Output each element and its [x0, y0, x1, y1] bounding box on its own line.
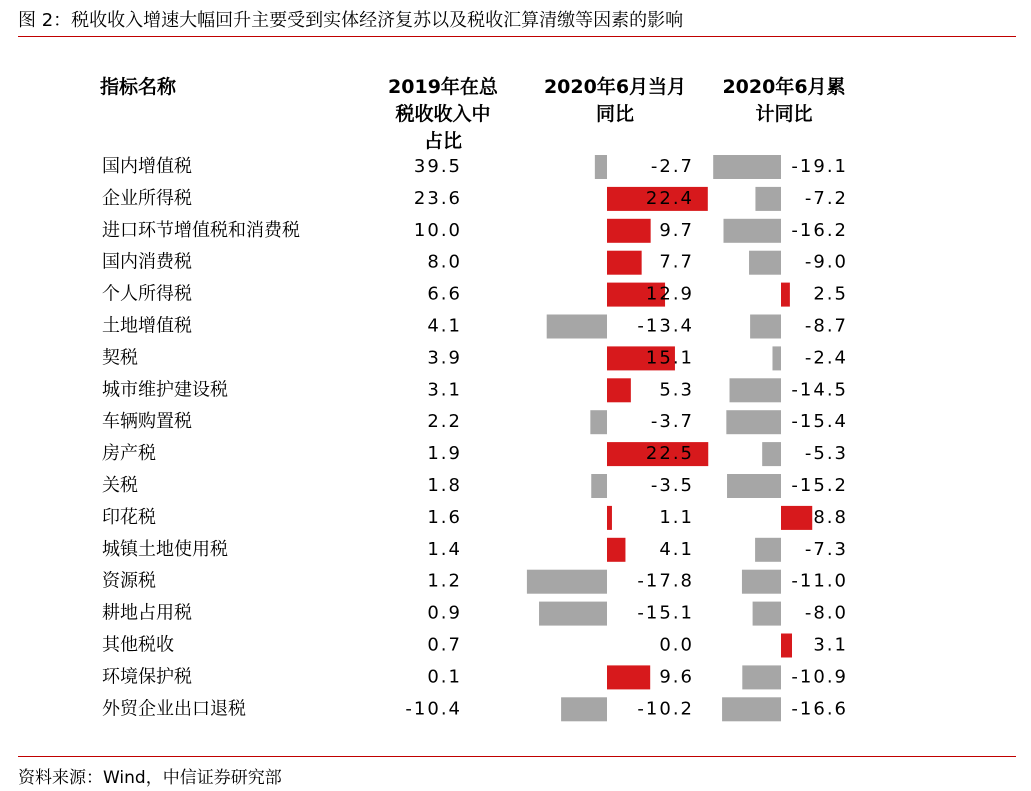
row-share-value: 0.1 [427, 666, 462, 688]
month-bar [607, 665, 650, 689]
cumulative-bar [772, 346, 781, 370]
cumulative-bar [742, 570, 781, 594]
cumulative-bar [723, 219, 781, 243]
month-bar [527, 570, 607, 594]
header-share-line-3: 占比 [423, 130, 462, 152]
month-value-label: 12.9 [645, 283, 694, 305]
row-share-value: 39.5 [413, 156, 462, 177]
row-share-value: 2.2 [427, 411, 462, 433]
month-value-label: -15.1 [637, 602, 694, 624]
month-bar [607, 378, 631, 402]
row-name: 房产税 [102, 443, 156, 465]
header-share-line-1: 2019年在总 [388, 76, 498, 98]
cumulative-bar [727, 474, 781, 498]
month-value-label: -2.7 [650, 156, 694, 177]
month-value-label: 4.1 [659, 538, 694, 560]
row-share-value: 4.1 [427, 315, 462, 337]
row-name: 企业所得税 [102, 187, 192, 209]
month-value-label: -3.7 [650, 411, 694, 433]
cumulative-bar [755, 538, 781, 562]
month-bar [591, 474, 607, 498]
row-name: 关税 [102, 475, 138, 496]
cumulative-value-label: 3.1 [813, 634, 848, 656]
header-cumulative-line-1: 2020年6月累 [722, 76, 846, 98]
row-name: 国内增值税 [102, 156, 192, 177]
cumulative-bar [742, 665, 781, 689]
figure-title: 图 2：税收收入增速大幅回升主要受到实体经济复苏以及税收汇算清缴等因素的影响 [18, 10, 684, 31]
row-name: 车辆购置税 [102, 411, 192, 433]
row-share-value: 1.2 [427, 570, 462, 592]
cumulative-value-label: -16.6 [791, 698, 848, 720]
row-share-value: 1.8 [427, 475, 462, 496]
row-name: 城镇土地使用税 [102, 538, 228, 560]
bottom-rule [18, 756, 1016, 757]
month-value-label: 22.4 [645, 187, 694, 209]
row-name: 外贸企业出口退税 [102, 698, 246, 720]
cumulative-value-label: 8.8 [813, 506, 848, 528]
header-cumulative-line-2: 计同比 [755, 103, 813, 125]
cumulative-bar [781, 506, 812, 530]
row-share-value: -10.4 [405, 698, 462, 720]
month-value-label: 7.7 [659, 251, 694, 273]
cumulative-bar [762, 442, 781, 466]
header-name: 指标名称 [100, 76, 177, 98]
cumulative-bar [713, 155, 781, 179]
row-share-value: 3.1 [427, 379, 462, 401]
month-value-label: -10.2 [637, 698, 694, 720]
row-name: 环境保护税 [102, 666, 192, 688]
cumulative-value-label: 2.5 [813, 283, 848, 305]
cumulative-value-label: -15.4 [791, 411, 848, 433]
header-share-line-2: 税收收入中 [395, 103, 491, 125]
row-name: 资源税 [102, 570, 156, 592]
row-share-value: 8.0 [427, 251, 462, 273]
month-value-label: 9.6 [659, 666, 694, 688]
month-bar [607, 506, 612, 530]
cumulative-value-label: -8.0 [804, 602, 848, 624]
row-share-value: 0.9 [427, 602, 462, 624]
cumulative-value-label: -19.1 [791, 156, 848, 177]
cumulative-value-label: -16.2 [791, 219, 848, 241]
row-name: 进口环节增值税和消费税 [102, 219, 300, 241]
cumulative-value-label: -5.3 [804, 443, 848, 465]
cumulative-value-label: -15.2 [791, 475, 848, 496]
month-value-label: -17.8 [637, 570, 694, 592]
row-share-value: 10.0 [413, 219, 462, 241]
row-share-value: 3.9 [427, 347, 462, 369]
row-share-value: 1.6 [427, 506, 462, 528]
row-share-value: 1.9 [427, 443, 462, 465]
month-value-label: -3.5 [650, 475, 694, 496]
month-value-label: 22.5 [645, 443, 694, 465]
cumulative-value-label: -7.3 [804, 538, 848, 560]
header-month-line-1: 2020年6月当月 [543, 76, 687, 98]
cumulative-value-label: -8.7 [804, 315, 848, 337]
cumulative-bar [749, 251, 781, 275]
month-value-label: 15.1 [645, 347, 694, 369]
row-share-value: 6.6 [427, 283, 462, 305]
month-bar [539, 602, 607, 626]
cumulative-bar [755, 187, 781, 211]
cumulative-bar [750, 315, 781, 339]
month-bar [590, 410, 607, 434]
row-name: 耕地占用税 [102, 602, 192, 624]
row-name: 其他税收 [102, 634, 174, 656]
row-share-value: 23.6 [413, 187, 462, 209]
cumulative-bar [781, 283, 790, 307]
row-share-value: 0.7 [427, 634, 462, 656]
month-bar [607, 251, 642, 275]
cumulative-bar [722, 697, 781, 721]
cumulative-bar [781, 634, 792, 658]
month-value-label: -13.4 [637, 315, 694, 337]
cumulative-bar [753, 602, 781, 626]
cumulative-value-label: -14.5 [791, 379, 848, 401]
month-bar [595, 155, 607, 179]
cumulative-value-label: -9.0 [804, 251, 848, 273]
cumulative-value-label: -2.4 [804, 347, 848, 369]
row-name: 印花税 [102, 506, 156, 528]
month-bar [607, 538, 625, 562]
cumulative-value-label: -10.9 [791, 666, 848, 688]
month-bar [607, 219, 651, 243]
month-value-label: 1.1 [659, 506, 694, 528]
month-bar [561, 697, 607, 721]
row-name: 契税 [102, 347, 138, 369]
cumulative-value-label: -7.2 [804, 187, 848, 209]
source-note: 资料来源：Wind，中信证券研究部 [18, 768, 282, 788]
month-value-label: 9.7 [659, 219, 694, 241]
month-bar [547, 315, 607, 339]
header-month-line-2: 同比 [595, 103, 634, 125]
month-value-label: 0.0 [659, 634, 694, 656]
row-name: 个人所得税 [102, 283, 192, 305]
cumulative-bar [730, 378, 781, 402]
row-share-value: 1.4 [427, 538, 462, 560]
row-name: 国内消费税 [102, 251, 192, 273]
row-name: 土地增值税 [102, 315, 192, 337]
row-name: 城市维护建设税 [102, 379, 228, 401]
cumulative-bar [726, 410, 781, 434]
cumulative-value-label: -11.0 [791, 570, 848, 592]
month-value-label: 5.3 [659, 379, 694, 401]
